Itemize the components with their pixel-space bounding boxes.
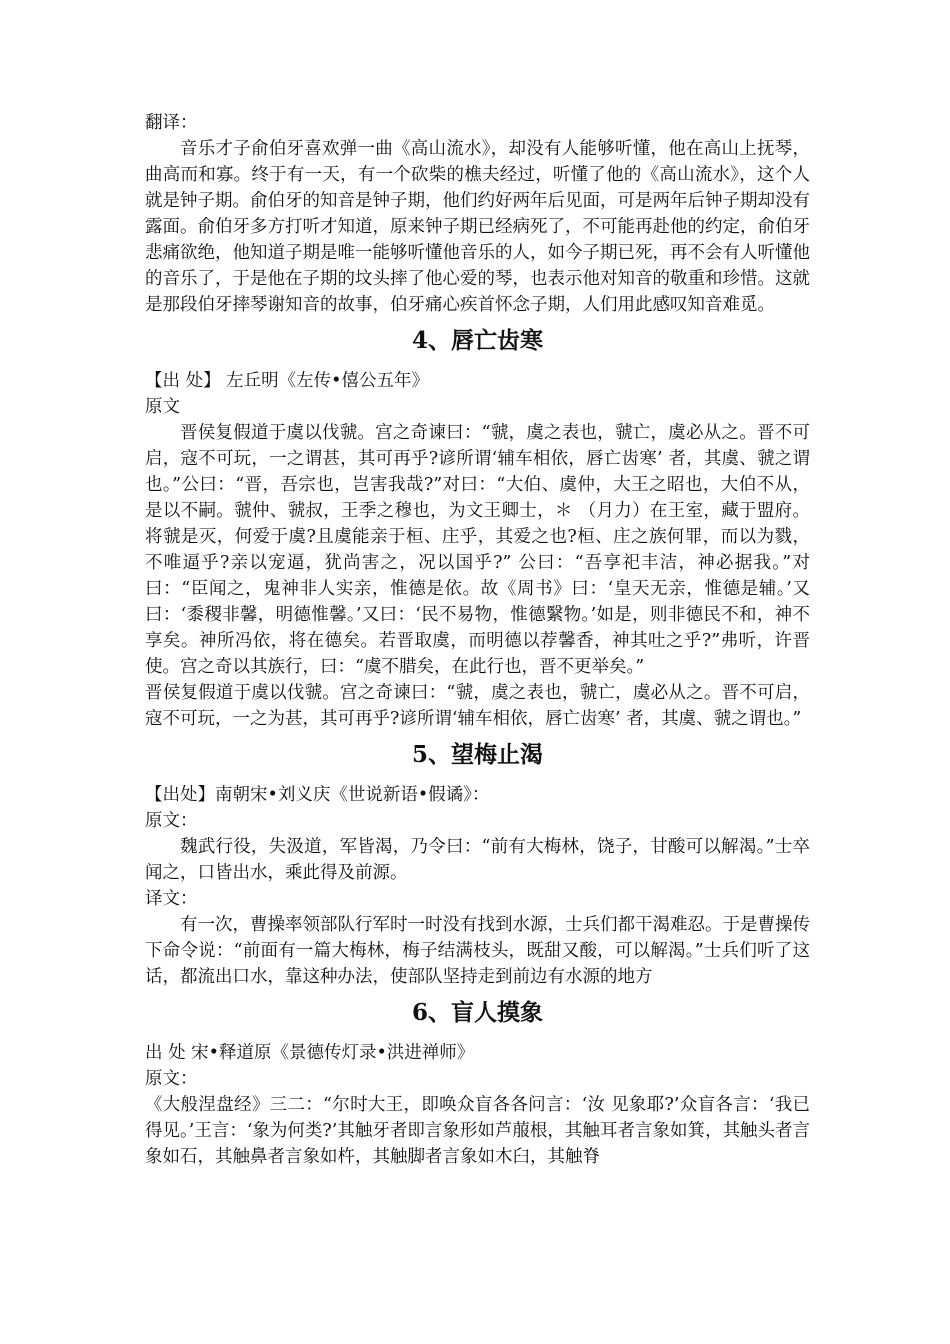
original-label: 原文: [145, 397, 180, 417]
translation-paragraph: 音乐才子俞伯牙喜欢弹一曲《高山流水》，却没有人能够听懂，他在高山上抚琴，曲高而和寡。终于有一天，有一个砍柴的樵夫经过，听懂了他的《高山流水》，这个人就是钟子期。俞伯牙的知音是钟子期，他们约好两年后见面，可是两年后钟子期却没有露面。俞伯牙多方打听才知道，原来钟子期已经病死了，不可能再赴他的约定，俞伯牙悲痛欲绝，他知道子期是唯一能够听懂他音乐的人，如今子期已死，再不会有人听懂他的音乐了，于是他在子期的坟头摔了他心爱的琴，也表示他对知音的敬重和珍惜。这就是那段伯牙摔琴谢知音的故事，伯牙痛心疾首怀念子期，人们用此感叹知音难觅。: [145, 139, 810, 315]
source-line: 【出 处】 左丘明《左传•僖公五年》: [145, 371, 429, 391]
translation-label: 翻译：: [145, 113, 198, 133]
translation-paragraph: 有一次，曹操率领部队行军时一时没有找到水源，士兵们都干渴难忍。于是曹操传下命令说：“前面有一篇大梅林，梅子结满枝头，既甜又酸，可以解渴。”士兵们听了这话，都流出口水，靠这种办法，使部队坚持走到前边有水源的地方: [145, 915, 810, 987]
source-line: 出 处 宋•释道原《景德传灯录•洪进禅师》: [145, 1043, 475, 1063]
original-label: 原文：: [145, 1069, 198, 1089]
section-title-chunwang: 4、唇亡齿寒: [411, 327, 543, 354]
section-title-mangren: 6、盲人摸象: [411, 999, 543, 1026]
original-label: 原文：: [145, 811, 198, 831]
source-line: 【出处】南朝宋•刘义庆《世说新语•假谲》：: [145, 785, 490, 805]
original-paragraph: 魏武行役，失汲道，军皆渴，乃令曰：“前有大梅林，饶子，甘酸可以解渴。”士卒闻之，口皆出水，乘此得及前源。: [145, 837, 810, 883]
section-title-wangmei: 5、望梅止渴: [411, 741, 543, 768]
document-page: [145, 110, 810, 1170]
original-paragraph-repeat: 晋侯复假道于虞以伐虢。宫之奇谏曰：“虢，虞之表也，虢亡，虞必从之。晋不可启，寇不可玩，一之为甚，其可再乎?谚所谓‘辅车相依，唇亡齿寒’ 者，其虞、虢之谓也。”: [145, 683, 810, 729]
original-paragraph: 晋侯复假道于虞以伐虢。宫之奇谏曰：“虢，虞之表也，虢亡，虞必从之。晋不可启，寇不可玩，一之谓甚，其可再乎?谚所谓‘辅车相依，唇亡齿寒’ 者，其虞、虢之谓也。”公曰：“晋，吾宗也，岂害我哉?”对曰：“大伯、虞仲，大王之昭也，大伯不从，是以不嗣。虢仲、虢叔，王季之穆也，为文王卿士，＊ （月力）在王室，藏于盟府。将虢是灭，何爱于虞?且虞能亲于桓、庄乎，其爱之也?桓、庄之族何罪，而以为戮，不唯逼乎?亲以宠逼，犹尚害之，况以国乎?” 公曰：“吾享祀丰洁，神必据我。”对曰：“臣闻之，鬼神非人实亲，惟德是依。故《周书》曰：‘皇天无亲，惟德是辅。’又曰：‘黍稷非馨，明德惟馨。’又曰：‘民不易物，惟德繄物。’如是，则非德民不和，神不享矣。神所冯依，将在德矣。若晋取虞，而明德以荐馨香，神其吐之乎?”弗听，许晋使。宫之奇以其族行，曰：“虞不腊矣，在此行也，晋不更举矣。”: [145, 423, 810, 677]
original-paragraph: 《大般涅盘经》三二：“尔时大王，即唤众盲各各问言：‘汝 见象耶?’众盲各言：‘我已得见。’王言：‘象为何类?’其触牙者即言象形如芦菔根，其触耳者言象如箕，其触头者言象如石，其触鼻者言象如杵，其触脚者言象如木臼，其触脊: [145, 1095, 810, 1167]
translation-label: 译文：: [145, 889, 198, 909]
